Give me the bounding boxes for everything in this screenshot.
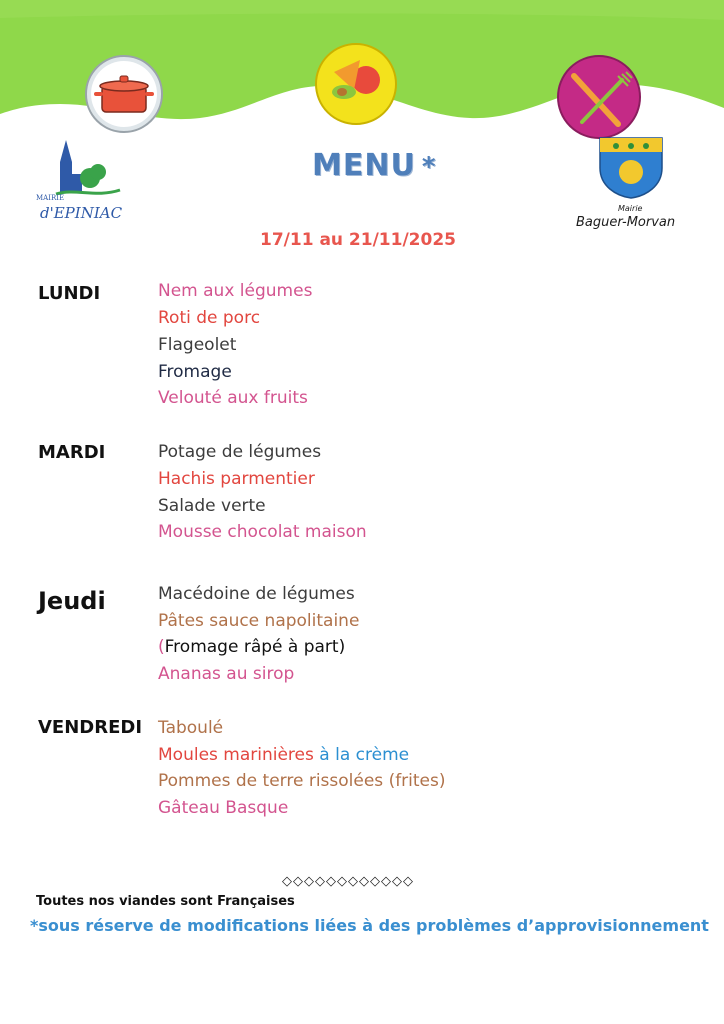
menu-item: [158, 637, 345, 657]
baguer-morvan-logo: [566, 134, 696, 234]
title-asterisk: *: [421, 152, 437, 182]
menu-item: Potage de légumes: [158, 442, 322, 462]
menu-item: [158, 745, 409, 765]
menu-item: Mousse chocolat maison: [158, 522, 367, 542]
menu-item: Fromage: [158, 362, 232, 382]
menu-item-paren: (: [158, 637, 165, 657]
day-label-lundi: LUNDI: [38, 283, 101, 304]
menu-item: Pommes de terre rissolées (frites): [158, 771, 446, 791]
menu-item: Ananas au sirop: [158, 664, 295, 684]
menu-item: Hachis parmentier: [158, 469, 315, 489]
menu-item: Roti de porc: [158, 308, 261, 328]
fruits-icon: [314, 42, 398, 126]
right-logo-mairie: Mairie: [618, 204, 643, 213]
menu-item: Flageolet: [158, 335, 237, 355]
date-range: 17/11 au 21/11/2025: [260, 230, 456, 250]
day-label-vendredi: VENDREDI: [38, 717, 143, 738]
menu-item: Taboulé: [158, 718, 224, 738]
menu-item: Salade verte: [158, 496, 266, 516]
menu-item: Macédoine de légumes: [158, 584, 355, 604]
left-logo-mairie: MAIRIE: [36, 194, 65, 202]
cooking-pot-icon: [84, 54, 164, 134]
menu-item-text: Fromage râpé à part): [164, 637, 346, 657]
coat-of-arms-icon: [596, 134, 666, 200]
left-logo-town: d'EPINIAC: [40, 204, 123, 222]
menu-item: Nem aux légumes: [158, 281, 313, 301]
right-logo-town: Baguer-Morvan: [576, 215, 676, 230]
menu-item: Gâteau Basque: [158, 798, 289, 818]
page-title: [312, 148, 436, 183]
menu-item-text: Moules marinières: [158, 745, 320, 765]
knife-fork-icon: [556, 54, 642, 140]
church-icon: [26, 138, 126, 198]
menu-item-suffix: à la crème: [319, 745, 410, 765]
menu-item: Velouté aux fruits: [158, 388, 308, 408]
day-label-mardi: MARDI: [38, 442, 106, 463]
meat-origin-note: Toutes nos viandes sont Françaises: [36, 894, 295, 909]
diamond-separator: ◇◇◇◇◇◇◇◇◇◇◇◇: [282, 874, 414, 889]
day-label-jeudi: Jeudi: [38, 587, 106, 615]
menu-item: Pâtes sauce napolitaine: [158, 611, 360, 631]
supply-disclaimer: *sous réserve de modifications liées à des problèmes d’approvisionnement: [30, 916, 709, 935]
title-text: MENU: [312, 148, 416, 183]
epiniac-logo: [26, 138, 136, 228]
